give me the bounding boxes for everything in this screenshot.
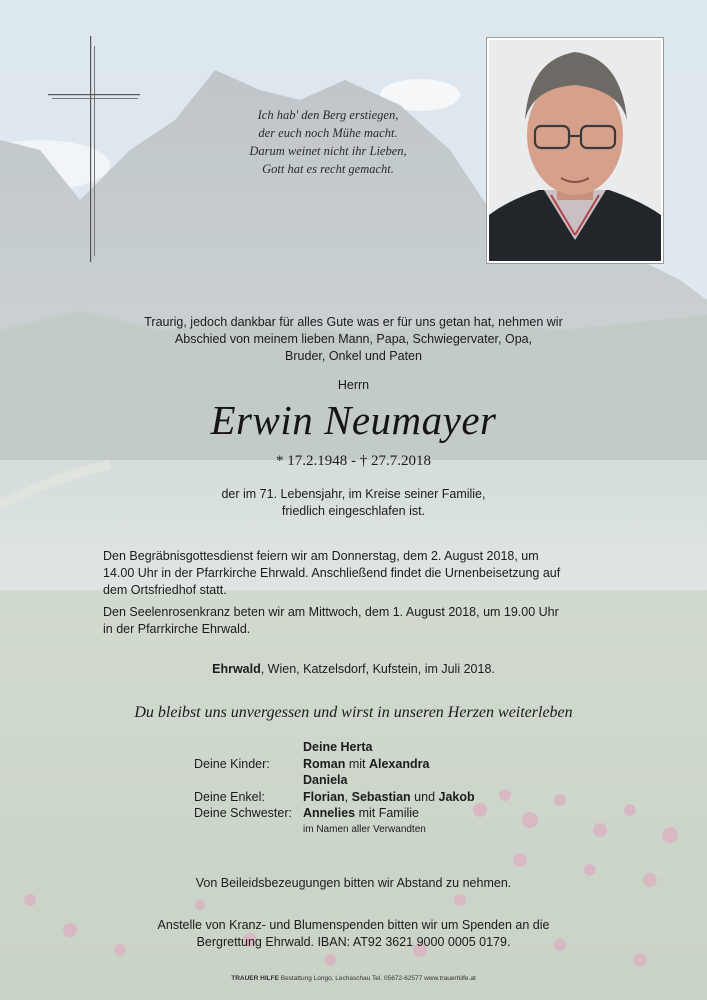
life-dates: * 17.2.1948 - † 27.7.2018 [276,453,431,469]
poem [200,106,456,178]
children-label: Deine Kinder: [194,756,270,771]
condolence-note: Von Beileidsbezeugungen bitten wir Abstand zu nehmen. [195,876,512,890]
poem-line: Ich hab' den Berg erstiegen, [257,108,399,122]
motto: Du bleibst uns unvergessen und wirst in unseren Herzen weiterleben [134,704,573,721]
rosary-line: Den Seelenrosenkranz beten wir am Mittwoch, dem 1. August 2018, um 19.00 Uhr [103,605,559,619]
intro-line: Bruder, Onkel und Paten [285,349,422,363]
poem-line: Darum weinet nicht ihr Lieben, [249,144,407,158]
poem-line: Gott hat es recht gemacht. [262,162,394,176]
passing-line: der im 71. Lebensjahr, im Kreise seiner Familie, [221,487,486,501]
places-date [80,661,627,678]
donation-note [80,917,627,951]
funeral-line: 14.00 Uhr in der Pfarrkirche Ehrwald. Anschließend findet die Urnenbeisetzung auf [103,566,561,580]
intro-line: Abschied von meinem lieben Mann, Papa, Schwiegervater, Opa, [174,332,533,346]
mourner-children: Roman mit Alexandra [303,756,430,771]
rosary-line: in der Pfarrkirche Ehrwald. [103,622,251,636]
funeral-home-footer [150,974,557,983]
deceased-name: Erwin Neumayer [210,397,497,443]
funeral-service-text [103,548,608,599]
donation-line: Bergrettung Ehrwald. IBAN: AT92 3621 9000 0005 0179. [196,935,511,949]
relatives-note: im Namen aller Verwandten [303,823,426,835]
footer-text: Bestattung Longo, Lechaschau Tel. 05672-62577 www.trauerhilfe.at [278,975,476,982]
grandchildren-label: Deine Enkel: [194,789,265,804]
mourner-grandchildren: Florian, Sebastian und Jakob [303,789,475,804]
sister-label: Deine Schwester: [194,806,292,821]
passing-line: friedlich eingeschlafen ist. [281,504,426,518]
mourner-sister: Annelies mit Familie [303,806,420,821]
footer-brand: TRAUER HILFE [231,975,279,982]
portrait-image [489,40,661,261]
intro-line: Traurig, jedoch dankbar für alles Gute was er für uns getan hat, nehmen wir [144,315,563,329]
portrait-photo [486,37,664,264]
poem-line: der euch noch Mühe macht. [258,126,398,140]
intro-text [80,314,627,365]
mourner-wife: Deine Herta [303,740,373,754]
donation-line: Anstelle von Kranz- und Blumenspenden bitten wir um Spenden an die [157,918,550,932]
mourner-child2: Daniela [303,773,348,788]
funeral-line: dem Ortsfriedhof statt. [103,583,227,597]
rosary-text [103,604,608,638]
salutation: Herrn [337,378,370,392]
cross-icon [48,36,140,262]
passing-text [80,486,627,520]
place-bold: Ehrwald [212,662,261,676]
funeral-line: Den Begräbnisgottesdienst feiern wir am Donnerstag, dem 2. August 2018, um [103,549,539,563]
places-rest: , Wien, Katzelsdorf, Kufstein, im Juli 2018. [260,662,495,676]
